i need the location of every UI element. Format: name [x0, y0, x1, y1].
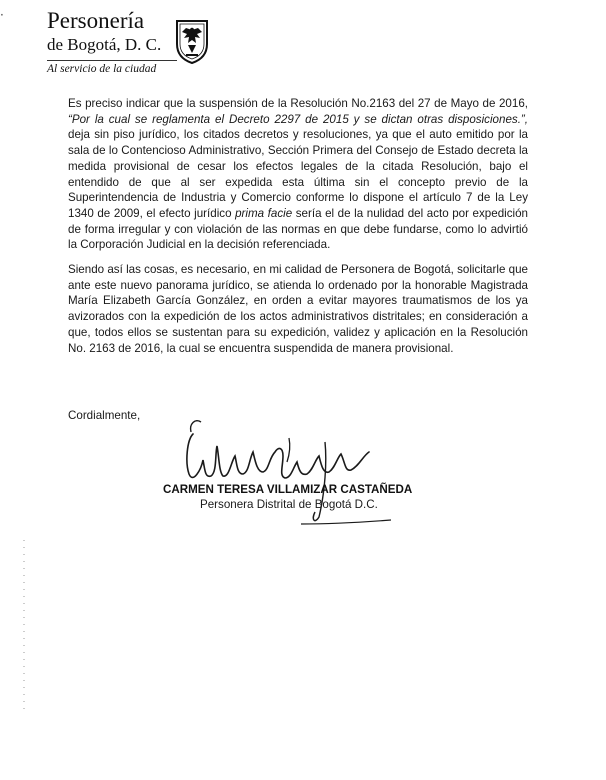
handwritten-signature [165, 412, 395, 530]
bogota-coat-of-arms-icon [174, 18, 210, 64]
org-city: de Bogotá, D. C. [47, 35, 162, 54]
paragraph-request: Siendo así las cosas, es necesario, en mi calidad de Personera de Bogotá, solicitarle que ante este nuevo panorama jurídico, se atienda lo ordenado por la honorable Magistrada María Elizabeth García González, en orden a evitar mayores traumatismos de los ya avizorados con la expedición de los actos administrativos distritales; en consideración a que, todos ellos se sustentan para su expedición, validez y aplicación en la Resolución No. 2163 de 2016, la cual se encuentra suspendida de manera provisional. [68, 263, 528, 355]
closing-salutation: Cordialmente, [68, 409, 141, 422]
prima-facie-term: prima facie [235, 206, 293, 220]
corner-mark: · [0, 8, 4, 22]
signer-title: Personera Distrital de Bogotá D.C. [200, 498, 378, 511]
scan-margin-marks [22, 540, 26, 710]
signer-name: CARMEN TERESA VILLAMIZAR CASTAÑEDA [163, 483, 413, 496]
paragraph-suspension-intro: Es preciso indicar que la suspensión de la Resolución No.2163 del 27 de Mayo de 2016, [68, 97, 528, 110]
org-tagline: Al servicio de la ciudad [47, 63, 157, 75]
paragraph-suspension [68, 96, 528, 253]
resolution-title-quote: “Por la cual se reglamenta el Decreto 2297 de 2015 y se dictan otras disposiciones.”, [68, 112, 528, 126]
paragraph-suspension-end: sería el de la nulidad del acto por expedición de forma irregular y con violación de las normas en que debe fundarse, como lo advirtió la Corporación Judicial en la decisión referenciada. [68, 206, 528, 252]
paragraph-suspension-body: deja sin piso jurídico, los citados decretos y resoluciones, ya que el auto emitido por la sala de lo Contencioso Administrativo, Sección Primera del Consejo de Estado decreta la medida provisional de cesar los efectos legales de la citada Resolución, bajo el entendido de que al ser expedida esta última sin el concepto previo de la Superintendencia de Industria y Comercio conforme lo dispone el artículo 7 de la Ley 1340 de 2009, el efecto jurídico [68, 128, 528, 220]
org-name: Personería [47, 8, 145, 33]
letterhead-divider [47, 60, 177, 61]
letterhead [34, 8, 214, 78]
